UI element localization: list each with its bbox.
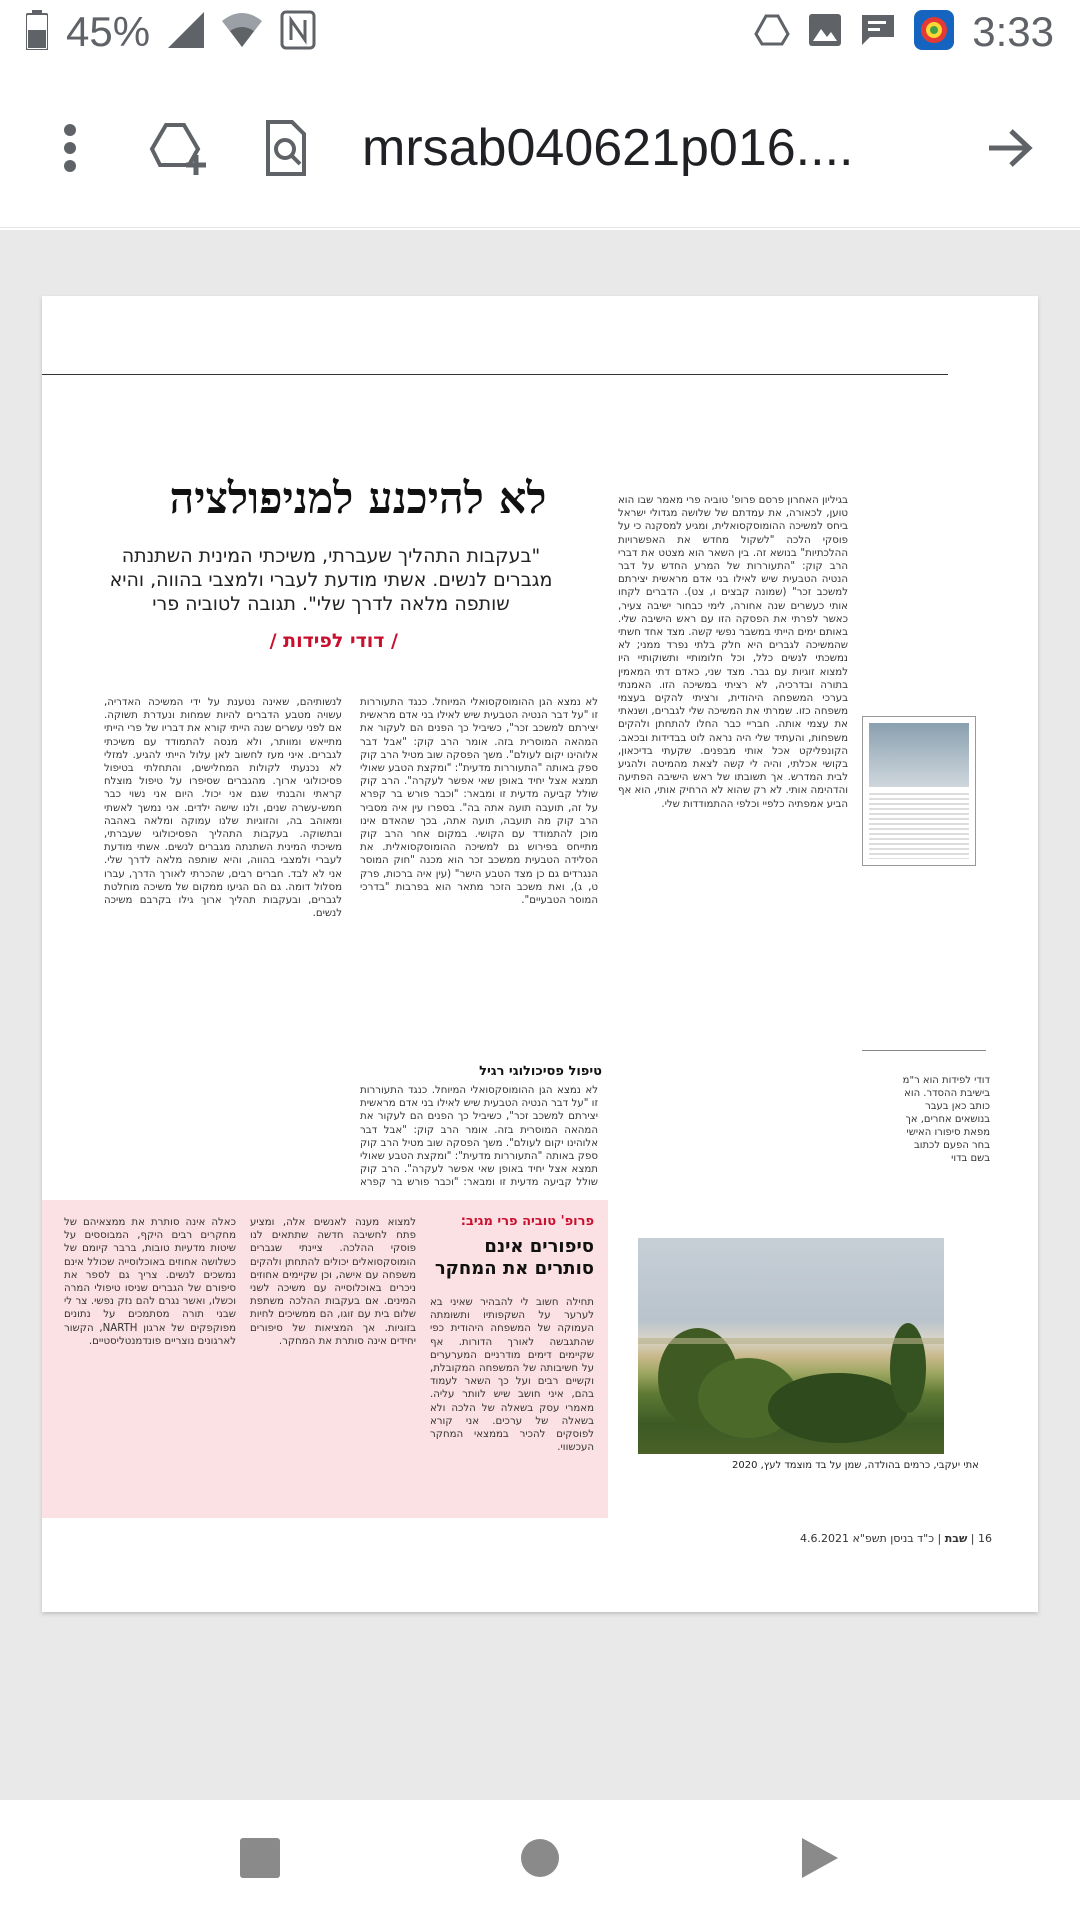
response-title: סיפורים אינם סותרים את המחקר bbox=[434, 1236, 594, 1279]
painting-caption: אתי יעקבי, כרמים בהולדה, שמן על בד מוצמד לעץ, 2020 bbox=[732, 1460, 979, 1471]
more-options-button[interactable] bbox=[30, 108, 110, 188]
more-vert-icon bbox=[63, 123, 77, 173]
article-column-left: לנשותיהם, שאינה נטענת על ידי המשיכה האדריה, עשויה מטבע הדברים להיות שמחות ונעדרת תשוקה. אם לפני עשרים שנה הייתי קורא את דבריו של פרי הייתי מתייאש ומוותר, ולא מנסה להתמודד עם משיכתי לגברים. איני מעז לחשוב לאן עלול הייתי להגיע. למזלי לא נכנעתי לקולות המחלישים, והתחלתי בטיפול פסיכולוגי ארוך. מהגברים שסיפרו על טיפול מוצלח קראתי והבנתי שגם אני יכול. היום אני נשוי כבר חמש-עשרה שנים, ולנו שישה ילדים. אני נמשך לאשתי ומאוהב בה, והזוגיות שלנו עמוקה ומלאה באהבה ובתשוקה. בעקבות התהליך הפסיכולוגי שעברתי, משיכתי המינית השתנתה מגברים לנשים. אשתי מודעת לעברי ולמצבי בהווה, והיא שותפה מלאה לדרך שלי. אני לא לבד. חברים רבים, שהכרתי לאורך הדרך, עברו מסלול דומה. גם הם הגיעו ממקום של משיכה מוחלטת לגברים, ובעקבות תהליך ארוך גילו בקרבם משיכה לנשים. bbox=[104, 697, 342, 920]
response-box bbox=[42, 1200, 608, 1518]
response-column-1: תחילה חשוב לי להבהיר שאיני בא לערער על השקפותיו ותשומתה העמוקה של המשפחה היהודית כפי שהתגבשה לאורך הדורות. אף שקיימים דימים מודרניים המערערים על חשיבותה של המשפחה המקובלת, וקשיים רבים ועל כך השאר לעמוד בהם, איני חושב שיש לוותר עליה. מאמרי עסק בשאלה של הלכה ולא בשאלה של ערכים. אני קורא לפוסקים להכיר בממצאי המחקר העכשווי. bbox=[430, 1297, 594, 1454]
pdf-page bbox=[42, 296, 1038, 1612]
previous-article-thumbnail bbox=[862, 716, 976, 866]
square-icon bbox=[240, 1838, 280, 1878]
article-byline: / דודי לפידות / bbox=[269, 630, 398, 652]
recents-button[interactable] bbox=[240, 1838, 280, 1882]
author-bio: דודי לפידות הוא ר"מ בישיבת ההסדר. הוא כותב כאן בעבר בנושאים אחרים, אך מפאת סיפורו האישי בחר הפעם לכתוב בשם בדוי bbox=[902, 1075, 990, 1164]
drive-icon bbox=[754, 14, 790, 50]
response-column-3: כאלה אינה סותרת את ממצאיהם של מחקרים רבים היקף, המבוססים על שיטות מדעיות טובות, ברבר קיומם של כשלושה אחוזים באוכלוסייה שכולל אינם נמשכים לנשים. צריך גם לספר את סיפורם של הגברים שניסו טיפולי המרה וכשלו, ואשר נגרם להם נזק נפשי. צר לי שבני תורה מסתמכים על נתונים מפוקפקים של ארגון NARTH, הקשור לארגונים נוצריים פונדמנטליסטיים. bbox=[64, 1217, 236, 1347]
cell-signal-icon bbox=[168, 12, 204, 52]
publication-name: שבת bbox=[944, 1532, 968, 1545]
article-column-middle-cont: לא נמצא הגן ההומוסקסואלי המיוחל. כנגד התעוררות זו "על דבר הנטיה הטבעית שיש לאילו בני אדם מראשית יצירתם למשכב זכר", כשיביל כך הפנים הם לעקור את המהאה המוסרית בזה. אומר הרב קוק: "אבל דבר אלוהינו יקום לעולם". משך הפסקה שוב מטיל הרב קוק ספק באותה "התעוררות מדעית": "ומקצת הטבע שאולי תמצא אצל יחיד באופן שאי אפשר לעקרה". הרב קוק שולל קביעה מדעית זו ומבאר: "וכבר פורש בר קפרא bbox=[360, 1085, 598, 1189]
document-title: mrsab040621p016.... bbox=[362, 118, 854, 177]
gregorian-date: 4.6.2021 bbox=[800, 1532, 849, 1545]
message-icon bbox=[860, 13, 896, 51]
add-to-drive-icon bbox=[148, 121, 208, 175]
find-in-page-icon bbox=[264, 120, 308, 176]
clock: 3:33 bbox=[972, 8, 1054, 55]
app-toolbar bbox=[0, 68, 1080, 228]
article-headline: לא להיכנע למניפולציה bbox=[169, 474, 547, 524]
triangle-icon bbox=[800, 1836, 840, 1880]
add-to-drive-button[interactable] bbox=[138, 108, 218, 188]
landscape-painting bbox=[638, 1238, 944, 1454]
navigation-bar bbox=[0, 1800, 1080, 1920]
response-column-2: למצוא מענה לאנשים אלה, ומציע פתח לחשיבה חדשה שתתאים לנו פוסקי ההלכה. ציינתי שגברים הומוסקסואלים יכולים להתחתן ולהקים משפחה עם אישה, וכן שקיימים אחוזים ניכרים באוכלוסייה עם משיכה לשני המינים. אם בעקבות ההלכה משתפת שלום בית עם זוגו, הם ממשיכים לחיות בזוגיות. אך המציאות של סיפורים יחידים אינה סותרת את המחקר. bbox=[250, 1217, 416, 1347]
article-column-middle: לא נמצא הגן ההומוסקסואלי המיוחל. כנגד התעוררות זו "על דבר הנטיה הטבעית שיש לאילו בני אדם מראשית יצירתם למשכב זכר", כשיביל כך הפנים הם לעקור את המהאה המוסרית בזה. אומר הרב קוק: "אבל דבר אלוהינו יקום לעולם". משך הפסקה שוב מטיל הרב קוק ספק באותה "התעוררות מדעית": "ומקצת הטבע שאולי תמצא אצל יחיד באופן שאי אפשר לעקרה". הרב קוק שולל קביעה מדעית זו ומבאר: "וכבר פורש בר קפרא על זה, תועבה תועה אתה בה". בספרו עין איה מסביר הרב קוק מה תועבה, תועה אתה, בכך שהאדם אינו מוכן להתמודד עם הקושי. במקום אחר הרב קוק מתייחס בפירוש גם למשיכה ההומוסקסואלית. את הסלידה הטבעית ממשכב זכר הוא מכנה "חוק המוסר הנגרדים גם כן מצד הטבע הישר" (עין איה ברכות, פרק ט, ג), ואת משכב הזכר מתאר הוא בפרבות "בדרכי המוסר הטבעיים". bbox=[360, 697, 598, 907]
response-label: פרופ' טוביה פרי מגיב: bbox=[460, 1214, 594, 1229]
sidebar-rule bbox=[862, 1050, 986, 1051]
painting-trees bbox=[638, 1238, 944, 1454]
thumbnail-text bbox=[869, 793, 969, 859]
circle-icon bbox=[520, 1838, 560, 1878]
hebrew-date: כ"ד בניסן תשפ"א bbox=[852, 1532, 935, 1545]
page-number: 16 bbox=[978, 1532, 993, 1545]
page-footer: 16 | שבת | כ"ד בניסן תשפ"א 4.6.2021 bbox=[800, 1532, 993, 1545]
nfc-icon bbox=[280, 10, 316, 54]
header-rule bbox=[42, 374, 948, 375]
image-icon bbox=[808, 13, 842, 51]
document-viewer[interactable] bbox=[0, 230, 1080, 1800]
open-button[interactable] bbox=[970, 108, 1050, 188]
home-button[interactable] bbox=[520, 1838, 560, 1882]
back-button[interactable] bbox=[800, 1836, 840, 1884]
app-icon bbox=[914, 10, 954, 54]
find-in-document-button[interactable] bbox=[246, 108, 326, 188]
battery-icon bbox=[26, 10, 48, 54]
wifi-icon bbox=[222, 13, 262, 51]
battery-percent: 45% bbox=[66, 8, 151, 55]
article-subhead: טיפול פסיכולוגי רגיל bbox=[479, 1064, 602, 1079]
article-column-right: בגיליון האחרון פרסם פרופ' טוביה פרי מאמר שבו הוא טוען, לכאורה, את עמדתם של שלושה מגדולי ישראל ביחס למשיכה ההומוסקסואלית, ומגיע למסקנה כי על פוסקי הלכה "לשקול מחדש את האפשרויות ההלכתיות" בנושא זה. בין השאר הוא מצטט את דברי הרב קוק: "התעוררות של המרע החדש על דבר הנטיה הטבעית שיש לאילו בני אדם מראשית יצירתם למשכב זכר" (שמונה קבצים ו, צט). הדברים לקחו אותי כעשרים שנה אחורה, לימי כבחור ישיבה צעיר, כאשר לפרתי את הפסקה הזו עם ראש הישיבה שלי. באותם ימים הייתי במשבר נפשי קשה. מצד אחד חשתי שהמשיכה לגברים היא חלק בלתי נפרד ממני; לא נמשכתי לנשים כלל, וכל חלומותיי ותשוקותיי היו למצוא זוגיות עם גבר. מצד שני, כאדם דתי המאמין בתורה ובדרכיה, לא רציתי במשיכה הזו. האמנתי בערכי המשפחה היהודית, ורציתי להקים בעצמי משפחה כזו. שמרתי את המשיכה שלי לגברים, ושנאתי את עצמי אותה. חבריי כבר החלו להתחתן ולהקים משפחות, והעתיד שלי היה נראה לוט בבדידות ובכאב. הקונפליקט אכל אותי מבפנים. שקעתי בדיכאון, בקושי אכלתי, והיה לי קשה לצאת מהמיטה ולהגיע לבית המדרש. אך תשובתו של ראש הישיבה הפתיעה והדהימה אותי. לא רק שהוא לא הרחיק אותי, הוא אף הביע אמפתיה כלפיי וכלפי ההתמודדות שלי. bbox=[618, 495, 848, 810]
thumbnail-image bbox=[869, 723, 969, 787]
article-deck: "בעקבות התהליך שעברתי, משיכתי המינית השתנתה מגברים לנשים. אשתי מודעת לעברי ולמצבי בהווה, והיא שותפה מלאה לדרך שלי". תגובה לטוביה פרי bbox=[109, 545, 553, 615]
status-bar bbox=[0, 0, 1080, 64]
arrow-forward-icon bbox=[987, 125, 1033, 171]
